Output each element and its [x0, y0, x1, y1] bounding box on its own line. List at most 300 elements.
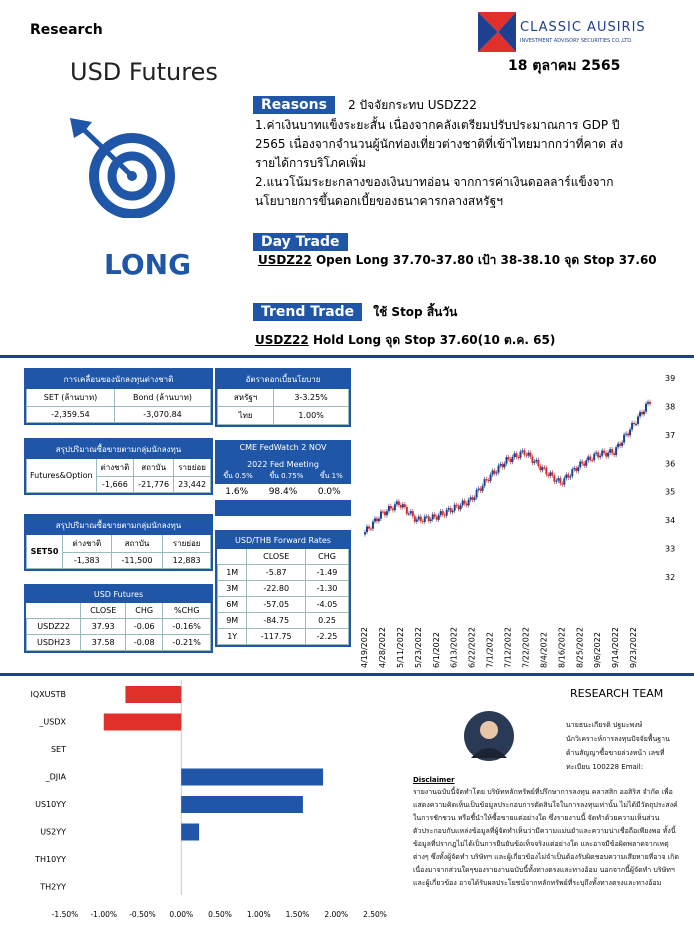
cme-h3: ขึ้น 1% — [319, 472, 343, 480]
candle-body — [549, 472, 551, 475]
x-tick-label: 1.00% — [246, 910, 271, 919]
candle-body — [408, 514, 410, 515]
candle-body — [507, 457, 509, 459]
candle-body — [571, 469, 573, 476]
cell: -2,359.54 — [27, 407, 115, 423]
candle-body — [382, 512, 384, 513]
candle-body — [402, 504, 404, 507]
candle-body — [591, 460, 593, 461]
candle-body — [587, 457, 589, 461]
candle-body — [446, 510, 448, 516]
candle-body — [615, 447, 617, 455]
candle-body — [494, 471, 496, 474]
candle-body — [492, 471, 494, 475]
cell: 3M — [218, 581, 247, 597]
candle-body — [579, 462, 581, 468]
candle-body — [438, 515, 440, 520]
x-tick-label: 4/19/2022 — [360, 626, 369, 668]
candle-body — [388, 506, 390, 511]
disclaimer-title: Disclaimer — [413, 776, 455, 784]
candle-body — [513, 453, 515, 457]
candle-body — [599, 456, 601, 458]
candle-body — [426, 516, 428, 517]
candle-body — [525, 455, 527, 456]
cell: -3,070.84 — [114, 407, 210, 423]
cell: สถาบัน — [134, 459, 174, 477]
x-tick-label: 6/1/2022 — [431, 632, 441, 668]
candle-body — [404, 504, 406, 507]
reasons-section — [253, 94, 477, 115]
forward-title: USD/THB Forward Rates — [218, 533, 349, 549]
candle-body — [488, 480, 490, 481]
trend-trade-tag: Trend Trade — [253, 303, 362, 321]
reasons-heading: 2 ปัจจัยกระทบ USDZ22 — [348, 98, 477, 112]
cell: -22.80 — [247, 581, 306, 597]
cme-subtitle: 2022 Fed Meeting — [247, 460, 319, 469]
disclaimer-text: รายงานฉบับนี้จัดทำโดย บริษัทหลักทรัพย์ที่ปรึกษาการลงทุน คลาสสิก ออสิริส จำกัด เพื่อแสดงความคิดเห็นเป็นข้อมูลประกอบการตัดสินใจในการลงทุนเท่านั้น ไม่ได้มีวัตถุประสงค์ในการชักชวน หรือชี้นำให้ซื้อขายแต่อย่างใด ซึ่งรายงานนี้ จัดทำด้วยความเห็นส่วนตัวประกอบกับแหล่งข้อมูลที่ผู้จัดทำเห็นว่ามีความแม่นยำและความน่าเชื่อถือเพียงพอ ทั้งนี้ข้อมูลที่ปรากฎไม่ได้เป็นการยืนยันข้อเท็จจริงแต่อย่างใด และอาจมีข้อผิดพลาดจากเหตุต่างๆ ซึ่งทั้งผู้จัดทำ บริษัทฯ และผู้เกี่ยวข้องไม่จำเป็นต้องรับผิดชอบความเสียหายที่อาจ เกิดเนื่องมาจากส่วนใดๆของรายงานฉบับนี้ทั้งทางตรงและทางอ้อม นอกจากนี้ผู้จัดทำ บริษัทฯ และผู้เกี่ยวข้อง อาจได้รับผลประโยชน์จากหลักทรัพย์ที่ระบุถึงทั้งทางตรงและทางอ้อม — [413, 788, 679, 887]
cell: -0.21% — [163, 635, 211, 651]
candle-body — [376, 518, 378, 521]
candle-body — [430, 519, 432, 521]
logo-subtitle: INVESTMENT ADVISORY SECURITIES CO.,LTD. — [520, 38, 633, 44]
cell: -5.87 — [247, 565, 306, 581]
candle-body — [569, 476, 571, 477]
trend-trade-note: ใช้ Stop สิ้นวัน — [373, 305, 458, 319]
futures-flow-table — [24, 438, 213, 495]
candle-body — [384, 512, 386, 515]
analyst-license: ทะเบียน 100228 Email: — [566, 763, 644, 771]
candle-body — [486, 479, 488, 480]
candle-body — [498, 466, 500, 473]
cell: 6M — [218, 597, 247, 613]
x-tick-label: 7/12/2022 — [503, 626, 513, 668]
x-tick-label: 2.00% — [324, 910, 349, 919]
day-trade-line — [258, 251, 657, 270]
usd-futures-title: USD Futures — [27, 587, 211, 603]
candle-body — [609, 449, 611, 452]
cell: USDZ22 — [27, 619, 81, 635]
candle-body — [442, 511, 444, 514]
x-tick-label: 9/23/2022 — [629, 626, 639, 668]
candle-body — [392, 509, 394, 511]
candle-body — [396, 501, 398, 504]
candle-body — [551, 472, 553, 475]
candle-body — [366, 527, 368, 533]
candle-body — [635, 424, 637, 425]
candle-body — [539, 466, 541, 470]
candle-body — [573, 468, 575, 469]
reasons-tag: Reasons — [253, 96, 335, 114]
candle-body — [414, 516, 416, 521]
candle-body — [364, 532, 366, 534]
analyst-role: นักวิเคราะห์การลงทุนปัจจัยพื้นฐาน — [566, 735, 670, 743]
candle-body — [422, 521, 424, 522]
cell: ต่างชาติ — [63, 535, 112, 553]
reason-line: 2565 เนื่องจากจำนวนผู้นักท่องเที่ยวต่างชาติที่เข้าไทยมากกว่าที่คาด ส่ง — [255, 137, 624, 151]
report-date: 18 ตุลาคม 2565 — [508, 58, 621, 74]
research-label: Research — [30, 22, 103, 38]
cell — [218, 549, 247, 565]
trend-trade-text: Hold Long จุด Stop 37.60(10 ต.ค. 65) — [312, 333, 556, 347]
cell: 1M — [218, 565, 247, 581]
y-tick-label: 32 — [665, 573, 676, 582]
cell: Bond (ล้านบาท) — [114, 389, 210, 407]
x-tick-label: 2.50% — [363, 910, 387, 919]
y-tick-label: 36 — [665, 459, 676, 469]
category-label: _DJIA — [45, 772, 66, 782]
cell: 3-3.25% — [274, 389, 349, 407]
candle-body — [490, 475, 492, 481]
candle-body — [581, 462, 583, 464]
candle-body — [589, 457, 591, 460]
x-tick-label: 6/13/2022 — [449, 626, 459, 668]
candle-body — [625, 434, 627, 435]
candle-body — [517, 457, 519, 458]
futures-flow-title: สรุปปริมาณซื้อขายตามกลุ่มนักลงทุน — [27, 441, 211, 459]
category-label: US2YY — [40, 827, 66, 837]
cell: -1,383 — [63, 553, 112, 569]
candle-body — [454, 505, 456, 511]
candle-body — [432, 514, 434, 519]
candle-body — [545, 468, 547, 475]
performance-bar-chart — [20, 680, 390, 920]
cme-v1: 1.6% — [225, 487, 249, 497]
candle-body — [468, 500, 470, 506]
candle-body — [428, 516, 430, 521]
analyst-name: นายธนะเกียรติ ปฐมะพงษ์ — [566, 721, 643, 729]
y-tick-label: 37 — [665, 430, 676, 440]
candle-body — [476, 490, 478, 498]
candle-body — [641, 412, 643, 414]
candle-body — [611, 449, 613, 453]
candle-body — [643, 412, 645, 415]
analyst-avatar — [463, 710, 515, 762]
category-label: IQXUSTB — [30, 690, 66, 699]
cell: CLOSE — [247, 549, 306, 565]
candle-body — [480, 489, 482, 491]
candle-body — [543, 467, 545, 468]
candle-body — [394, 504, 396, 510]
cell: สถาบัน — [111, 535, 163, 553]
candle-body — [452, 511, 454, 513]
candle-body — [605, 453, 607, 457]
candle-body — [462, 501, 464, 506]
policy-rate-table — [215, 368, 351, 427]
candle-body — [533, 461, 535, 462]
candle-body — [577, 467, 579, 471]
cell: -1.49 — [306, 565, 349, 581]
candle-body — [466, 504, 468, 506]
cell: CLOSE — [81, 603, 126, 619]
cell: -1.30 — [306, 581, 349, 597]
cell: SET (ล้านบาท) — [27, 389, 115, 407]
cell: -2.25 — [306, 629, 349, 645]
candle-body — [585, 460, 587, 465]
cell: -84.75 — [247, 613, 306, 629]
cell: CHG — [306, 549, 349, 565]
candle-body — [511, 457, 513, 462]
cell: -57.05 — [247, 597, 306, 613]
candle-body — [390, 506, 392, 509]
candle-body — [450, 508, 452, 512]
cell: -0.08 — [126, 635, 163, 651]
candle-body — [370, 529, 372, 530]
section-divider — [0, 355, 694, 358]
candle-body — [607, 453, 609, 457]
candle-body — [386, 511, 388, 515]
bar — [181, 796, 303, 813]
cell: 37.58 — [81, 635, 126, 651]
x-tick-label: 5/23/2022 — [413, 626, 423, 668]
candle-body — [523, 450, 525, 454]
candle-body — [464, 501, 466, 504]
cme-title: CME FedWatch 2 NOV — [239, 443, 327, 452]
cell: สหรัฐฯ — [218, 389, 274, 407]
category-label: _USDX — [39, 717, 66, 727]
x-tick-label: 7/1/2022 — [485, 632, 495, 668]
candle-body — [563, 478, 565, 484]
candle-body — [418, 517, 420, 520]
position-label: LONG — [104, 248, 192, 281]
candle-body — [368, 527, 370, 529]
day-trade-symbol: USDZ22 — [258, 253, 312, 267]
candle-body — [380, 512, 382, 519]
cell: -117.75 — [247, 629, 306, 645]
candle-body — [537, 460, 539, 466]
cell: 37.93 — [81, 619, 126, 635]
x-tick-label: 8/25/2022 — [575, 626, 585, 668]
candle-body — [400, 505, 402, 507]
cell: รายย่อย — [163, 535, 211, 553]
candle-body — [619, 444, 621, 446]
candle-body — [553, 475, 555, 481]
reasons-body — [255, 116, 675, 211]
candle-body — [398, 501, 400, 505]
x-tick-label: 0.00% — [169, 910, 194, 919]
section-divider — [0, 673, 694, 676]
x-tick-label: 8/4/2022 — [539, 632, 549, 668]
candle-body — [621, 443, 623, 446]
candle-body — [406, 507, 408, 514]
category-label: US10YY — [35, 800, 66, 809]
forward-rates-table — [215, 530, 351, 647]
target-icon — [70, 118, 210, 218]
candle-body — [424, 517, 426, 522]
candle-body — [472, 497, 474, 500]
candle-body — [529, 453, 531, 457]
candle-body — [374, 518, 376, 521]
cell: -11,500 — [111, 553, 163, 569]
candle-body — [496, 473, 498, 474]
analyst-info — [566, 718, 686, 774]
candle-body — [547, 474, 549, 475]
candle-body — [474, 498, 476, 500]
y-tick-label: 33 — [665, 544, 676, 554]
reason-line: รายได้การบริโภคเพิ่ม — [255, 156, 366, 170]
x-tick-label: 1.50% — [285, 910, 310, 919]
x-tick-label: -1.00% — [90, 910, 118, 919]
cell: รายย่อย — [174, 459, 211, 477]
category-label: SET — [50, 745, 66, 754]
candle-body — [647, 402, 649, 404]
cell: 23,442 — [174, 477, 211, 493]
y-tick-label: 35 — [665, 487, 676, 497]
bar — [104, 714, 182, 731]
set50-flow-table — [24, 514, 213, 571]
candle-body — [509, 459, 511, 462]
day-trade-tag-wrap — [253, 231, 348, 251]
foreign-flow-table — [24, 368, 213, 425]
bar — [125, 686, 181, 703]
y-tick-label: 34 — [665, 516, 676, 526]
candle-body — [595, 453, 597, 454]
candle-body — [460, 505, 462, 509]
candle-body — [420, 517, 422, 521]
candle-body — [412, 511, 414, 516]
candle-body — [559, 478, 561, 483]
candle-body — [372, 522, 374, 529]
candle-body — [601, 451, 603, 456]
candle-body — [597, 453, 599, 458]
cell: %CHG — [163, 603, 211, 619]
candle-body — [629, 429, 631, 435]
cme-fedwatch — [215, 440, 351, 516]
candle-body — [633, 423, 635, 424]
x-tick-label: 8/16/2022 — [557, 626, 567, 668]
y-tick-label: 39 — [665, 374, 676, 383]
candle-body — [555, 481, 557, 482]
candle-body — [535, 460, 537, 462]
candle-body — [541, 467, 543, 470]
cell: CHG — [126, 603, 163, 619]
candle-body — [565, 474, 567, 478]
reason-line: 2.แนวโน้มระยะกลางของเงินบาทอ่อน จากการค่าเงินดอลลาร์แข็งจาก — [255, 175, 614, 189]
cell: 12,883 — [163, 553, 211, 569]
candle-body — [561, 484, 563, 485]
candle-body — [378, 519, 380, 521]
candle-body — [502, 464, 504, 467]
candle-body — [593, 454, 595, 460]
candle-body — [557, 478, 559, 480]
analyst-role2: ด้านสัญญาซื้อขายล่วงหน้า เลขที่ — [566, 749, 665, 757]
candle-body — [649, 402, 651, 404]
cell: 0.25 — [306, 613, 349, 629]
candle-body — [515, 453, 517, 457]
cell — [27, 603, 81, 619]
candle-body — [613, 453, 615, 455]
candle-body — [575, 468, 577, 471]
x-tick-label: 9/6/2022 — [593, 632, 603, 668]
price-chart — [358, 370, 688, 670]
x-tick-label: 0.50% — [208, 910, 232, 919]
foreign-flow-title: การเคลื่อนของนักลงทุนต่างชาติ — [27, 371, 211, 389]
cme-h2: ขึ้น 0.75% — [269, 472, 304, 480]
candle-body — [531, 457, 533, 463]
cell: 1Y — [218, 629, 247, 645]
cell: USDH23 — [27, 635, 81, 651]
category-label: TH2YY — [40, 882, 66, 892]
cme-v2: 98.4% — [268, 487, 298, 497]
candle-body — [627, 434, 629, 436]
x-tick-label: -1.50% — [51, 910, 79, 919]
candle-body — [444, 515, 446, 516]
candle-body — [645, 404, 647, 412]
cell: -1,666 — [96, 477, 134, 493]
candle-body — [478, 489, 480, 490]
x-tick-label: -0.50% — [129, 910, 156, 919]
cme-h1: ขึ้น 0.5% — [223, 472, 253, 480]
candle-body — [504, 464, 506, 468]
trend-trade-line — [255, 331, 555, 350]
candle-body — [631, 423, 633, 430]
x-tick-label: 6/22/2022 — [467, 626, 477, 668]
candle-body — [500, 464, 502, 465]
cell: ต่างชาติ — [96, 459, 134, 477]
x-tick-label: 7/22/2022 — [521, 626, 531, 668]
candle-body — [470, 497, 472, 499]
candle-body — [617, 444, 619, 448]
candle-body — [416, 519, 418, 521]
candle-body — [482, 486, 484, 491]
research-team-title: RESEARCH TEAM — [570, 687, 664, 700]
trend-trade-row — [253, 301, 457, 322]
candle-body — [623, 435, 625, 443]
usd-futures-table — [24, 584, 213, 653]
candle-body — [484, 479, 486, 486]
cme-v3: 0.0% — [317, 487, 341, 497]
reason-line: นโยบายการขึ้นดอกเบี้ยของธนาคารกลางสหรัฐฯ — [255, 194, 503, 208]
x-tick-label: 5/11/2022 — [395, 626, 405, 668]
page-title: USD Futures — [70, 58, 218, 86]
day-trade-text: Open Long 37.70-37.80 เป้า 38-38.10 จุด Stop 37.60 — [315, 253, 657, 267]
candle-body — [436, 517, 438, 520]
candle-body — [527, 453, 529, 456]
company-logo — [478, 12, 516, 52]
cell: -4.05 — [306, 597, 349, 613]
cell: 1.00% — [274, 407, 349, 425]
category-label: TH10YY — [35, 855, 66, 864]
day-trade-tag: Day Trade — [253, 233, 348, 251]
cell: -21,776 — [134, 477, 174, 493]
candle-body — [506, 457, 508, 463]
cell: SET50 — [27, 535, 63, 569]
candle-body — [434, 514, 436, 516]
candle-body — [440, 511, 442, 515]
candle-body — [410, 511, 412, 513]
candle-body — [448, 508, 450, 510]
policy-rate-title: อัตราดอกเบี้ยนโยบาย — [218, 371, 349, 389]
set50-flow-title: สรุปปริมาณซื้อขายตามกลุ่มนักลงทุน — [27, 517, 211, 535]
bar — [181, 769, 323, 786]
y-tick-label: 38 — [665, 402, 676, 412]
candle-body — [458, 506, 460, 510]
candle-body — [603, 451, 605, 453]
cell: -0.06 — [126, 619, 163, 635]
bar — [181, 824, 199, 841]
candle-body — [567, 474, 569, 477]
x-tick-label: 4/28/2022 — [377, 626, 387, 668]
x-tick-label: 9/14/2022 — [611, 626, 621, 668]
cell: 9M — [218, 613, 247, 629]
cell: ไทย — [218, 407, 274, 425]
logo-name: CLASSIC AUSIRIS — [520, 20, 646, 35]
candle-body — [639, 412, 641, 416]
cell: Futures&Option — [27, 459, 97, 493]
candle-body — [637, 416, 639, 424]
candle-body — [583, 463, 585, 465]
candle-body — [519, 452, 521, 458]
candle-body — [521, 450, 523, 451]
